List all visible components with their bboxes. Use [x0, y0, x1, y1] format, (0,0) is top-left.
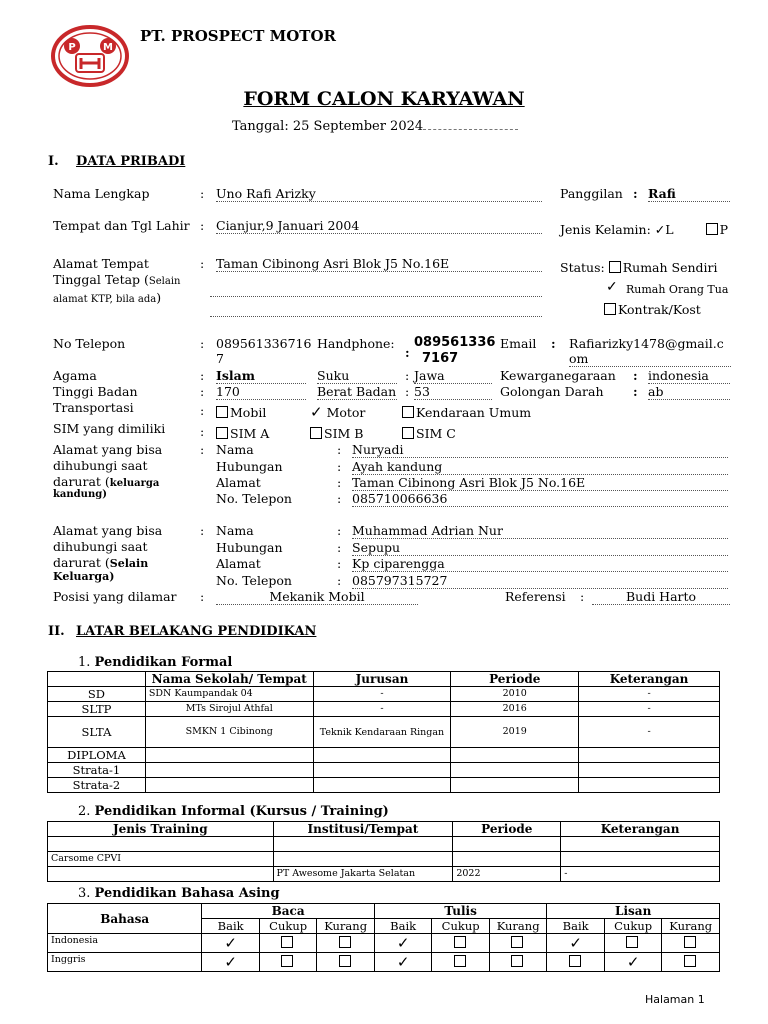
date-label: Tanggal: [232, 119, 289, 134]
institution-cell [273, 852, 453, 867]
jk-l: L [665, 222, 674, 237]
jk-label: Jenis Kelamin: [560, 222, 651, 237]
informal-header: Jenis Training [48, 822, 274, 837]
posisi-value: Mekanik Mobil [216, 589, 418, 605]
proficiency-cell[interactable] [317, 953, 375, 972]
sub-nama: Nama [216, 523, 254, 538]
major-cell: - [313, 702, 451, 717]
alamat-label-2 [53, 272, 180, 287]
note-cell: - [561, 867, 720, 882]
bahasa-subheader: Kurang [489, 919, 547, 934]
darurat1-hubungan: Ayah kandung [352, 459, 728, 475]
colon: : [337, 459, 342, 474]
check-icon: ✓ [654, 222, 666, 237]
proficiency-cell[interactable] [374, 953, 432, 972]
ttl-label: Tempat dan Tgl Lahir [53, 218, 190, 233]
transport-motor: Motor [326, 405, 366, 420]
tinggi-label: Tinggi Badan [53, 384, 138, 399]
logo-letter-p: P [68, 42, 76, 53]
table-row [48, 837, 720, 852]
section2-number: II. [48, 624, 65, 639]
school-cell: SMKN 1 Cibinong [145, 717, 313, 748]
sub-alamat: Alamat [216, 475, 261, 490]
referensi-value: Budi Harto [592, 589, 730, 605]
level-cell: DIPLOMA [48, 748, 146, 763]
alamat-line-2 [210, 280, 542, 297]
proficiency-cell[interactable] [374, 934, 432, 953]
form-title: FORM CALON KARYAWAN [243, 88, 525, 110]
bahasa-subheader: Kurang [317, 919, 375, 934]
tinggi-value: 170 [216, 384, 306, 400]
period-cell [453, 852, 561, 867]
table-row [48, 953, 720, 972]
colon: : [337, 475, 342, 490]
table-row [48, 934, 720, 953]
checkbox-icon[interactable] [609, 261, 621, 273]
note-cell: - [579, 717, 720, 748]
school-cell: MTs Sirojul Athfal [145, 702, 313, 717]
company-name: PT. PROSPECT MOTOR [140, 27, 336, 45]
alamat-label-3 [53, 290, 161, 305]
checkbox-icon[interactable] [604, 303, 616, 315]
check-icon: ✓ [310, 403, 323, 421]
telp-value-1: 089561336716 [216, 336, 312, 351]
bahasa-header-row [48, 904, 720, 919]
colon: : [200, 186, 205, 201]
darurat1-nama: Nuryadi [352, 442, 728, 458]
formal-header-row [48, 672, 720, 687]
darurat1-label-3a: darurat ( [53, 474, 110, 489]
checkbox-icon[interactable] [216, 427, 228, 439]
proficiency-cell[interactable] [547, 934, 605, 953]
level-cell: SLTP [48, 702, 146, 717]
level-cell: Strata-1 [48, 763, 146, 778]
colon: : [580, 589, 585, 604]
panggilan-value: Rafi [648, 186, 730, 202]
darurat1-label-2: dihubungi saat [53, 458, 148, 473]
informal-number: 2. [78, 804, 91, 819]
darurat1-label-3b: keluarga [109, 478, 160, 489]
checkbox-icon[interactable] [454, 936, 466, 948]
check-icon[interactable]: ✓ [626, 952, 640, 971]
level-cell: SLTA [48, 717, 146, 748]
company-logo [50, 24, 130, 88]
agama-label: Agama [53, 368, 97, 383]
proficiency-cell[interactable] [259, 934, 317, 953]
period-cell: 2010 [451, 687, 579, 702]
proficiency-cell[interactable] [432, 953, 490, 972]
referensi-label: Referensi [505, 589, 566, 604]
table-row [48, 763, 720, 778]
alamat-line-3 [210, 300, 542, 317]
bahasa-subheader: Cukup [259, 919, 317, 934]
colon: : [633, 186, 638, 201]
darurat2-label-4: Keluarga) [53, 570, 115, 583]
colon: : [337, 540, 342, 555]
bahasa-subheader: Baik [547, 919, 605, 934]
checkbox-icon[interactable] [511, 936, 523, 948]
formal-header: Periode [451, 672, 579, 687]
proficiency-cell[interactable] [432, 934, 490, 953]
bahasa-title: Pendidikan Bahasa Asing [94, 886, 280, 901]
darurat2-label-2: dihubungi saat [53, 539, 148, 554]
colon: : [633, 384, 638, 399]
formal-header: Keterangan [579, 672, 720, 687]
table-row [48, 687, 720, 702]
goldar-label: Golongan Darah [500, 384, 604, 399]
checkbox-icon[interactable] [569, 955, 581, 967]
status-rumah-sendiri: Rumah Sendiri [622, 260, 718, 275]
section2-title: LATAR BELAKANG PENDIDIKAN [76, 624, 317, 639]
bahasa-header: Baca [202, 904, 375, 919]
informal-header: Institusi/Tempat [273, 822, 453, 837]
period-cell: 2019 [451, 717, 579, 748]
checkbox-icon[interactable] [402, 406, 414, 418]
major-cell [313, 748, 451, 763]
formal-table [47, 671, 720, 793]
checkbox-icon[interactable] [626, 936, 638, 948]
suku-label: Suku [317, 368, 397, 384]
status-rumah-orang-tua: Rumah Orang Tua [626, 283, 729, 296]
table-row [48, 717, 720, 748]
colon: : [405, 345, 410, 360]
bahasa-subheader: Cukup [604, 919, 662, 934]
formal-header: Nama Sekolah/ Tempat [145, 672, 313, 687]
kw-label: Kewarganegaraan [500, 368, 616, 383]
language-cell: Indonesia [48, 934, 202, 953]
note-cell [561, 852, 720, 867]
sub-hubungan: Hubungan [216, 459, 283, 474]
informal-header: Keterangan [561, 822, 720, 837]
major-cell [313, 778, 451, 793]
colon: : [200, 403, 205, 418]
checkbox-icon[interactable] [281, 936, 293, 948]
colon: : [551, 336, 556, 351]
bahasa-subheader: Cukup [432, 919, 490, 934]
page-number: Halaman 1 [645, 993, 705, 1006]
transport-label: Transportasi [53, 400, 134, 415]
email-value-1: Rafiarizky1478@gmail.c [569, 336, 724, 351]
kw-value: indonesia [648, 368, 730, 384]
panggilan-label: Panggilan [560, 186, 623, 201]
institution-cell: PT Awesome Jakarta Selatan [273, 867, 453, 882]
bahasa-header: Tulis [374, 904, 547, 919]
formal-header-blank [48, 672, 146, 687]
logo-letter-m: M [103, 42, 113, 53]
school-cell [145, 778, 313, 793]
ttl-value: Cianjur,9 Januari 2004 [216, 218, 542, 234]
proficiency-cell[interactable] [489, 953, 547, 972]
colon: : [200, 368, 205, 383]
bahasa-header: Lisan [547, 904, 720, 919]
colon: : [200, 523, 205, 538]
proficiency-cell[interactable] [489, 934, 547, 953]
email-value-2: om [569, 351, 731, 367]
alamat-label-2b: Selain [148, 276, 181, 287]
darurat2-alamat: Kp ciparengga [352, 556, 728, 572]
check-icon[interactable]: ✓ [396, 933, 410, 952]
check-icon[interactable]: ✓ [569, 933, 582, 952]
nama-value: Uno Rafi Arizky [216, 186, 542, 202]
alamat-label-3b: ) [156, 290, 162, 305]
colon: : [200, 336, 205, 351]
jk-p: P [719, 222, 728, 237]
agama-value: Islam [216, 368, 306, 384]
note-cell [579, 763, 720, 778]
colon: : [200, 442, 205, 457]
colon: : [337, 573, 342, 588]
proficiency-cell[interactable] [547, 953, 605, 972]
status-row-3 [604, 302, 701, 317]
period-cell: 2022 [453, 867, 561, 882]
alamat-label-2a: Tinggal Tetap ( [53, 272, 149, 287]
major-cell: - [313, 687, 451, 702]
checkbox-icon[interactable] [402, 427, 414, 439]
proficiency-cell[interactable] [604, 953, 662, 972]
checkbox-icon[interactable] [684, 955, 696, 967]
colon: : [405, 384, 410, 399]
table-row [48, 702, 720, 717]
darurat1-label-1: Alamat yang bisa [53, 442, 163, 457]
alamat-label-1: Alamat Tempat [53, 256, 149, 271]
date-value: 25 September 2024 [292, 119, 424, 134]
checkbox-icon[interactable] [511, 955, 523, 967]
note-cell: - [579, 702, 720, 717]
checkbox-icon[interactable] [216, 406, 228, 418]
email-label: Email [500, 336, 537, 351]
checkbox-icon[interactable] [310, 427, 322, 439]
proficiency-cell[interactable] [202, 934, 260, 953]
hp-label: Handphone: [317, 336, 395, 351]
posisi-label: Posisi yang dilamar [53, 589, 177, 604]
checkbox-icon[interactable] [281, 955, 293, 967]
darurat2-label-3a: darurat ( [53, 555, 110, 570]
colon: : [337, 523, 342, 538]
period-cell [453, 837, 561, 852]
berat-value: 53 [414, 384, 492, 400]
note-cell [579, 778, 720, 793]
table-row [48, 748, 720, 763]
darurat1-label-4: kandung) [53, 489, 107, 500]
colon: : [200, 218, 205, 233]
school-cell: SDN Kaumpandak 04 [145, 687, 313, 702]
colon: : [200, 424, 205, 439]
level-cell: SD [48, 687, 146, 702]
note-cell: - [579, 687, 720, 702]
training-cell [48, 867, 274, 882]
sim-a: SIM A [230, 426, 270, 441]
transport-mobil: Mobil [230, 405, 267, 420]
alamat-label-3a: alamat KTP, bila ada [53, 294, 157, 305]
informal-title: Pendidikan Informal (Kursus / Training) [94, 804, 389, 819]
colon: : [337, 491, 342, 506]
darurat2-label-1: Alamat yang bisa [53, 523, 163, 538]
formal-number: 1. [78, 655, 91, 670]
berat-label: Berat Badan [317, 384, 397, 399]
sub-telepon: No. Telepon [216, 491, 292, 506]
table-row [48, 867, 720, 882]
section1-number: I. [48, 154, 59, 169]
darurat2-label-3b: Selain [109, 557, 149, 570]
school-cell [145, 763, 313, 778]
period-cell [451, 778, 579, 793]
checkbox-icon[interactable] [684, 936, 696, 948]
colon: : [200, 256, 205, 271]
period-cell: 2016 [451, 702, 579, 717]
period-cell [451, 763, 579, 778]
status-kontrak: Kontrak/Kost [618, 302, 701, 317]
note-cell [579, 748, 720, 763]
informal-table [47, 821, 720, 882]
formal-title: Pendidikan Formal [94, 655, 233, 670]
proficiency-cell[interactable] [259, 953, 317, 972]
transport-umum: Kendaraan Umum [416, 405, 532, 420]
jenis-kelamin [560, 222, 728, 237]
training-cell [48, 837, 274, 852]
checkbox-icon[interactable] [339, 955, 351, 967]
sub-alamat: Alamat [216, 556, 261, 571]
informal-header: Periode [453, 822, 561, 837]
telp-label: No Telepon [53, 336, 126, 351]
darurat1-alamat: Taman Cibinong Asri Blok J5 No.16E [352, 475, 728, 491]
check-icon[interactable]: ✓ [224, 933, 237, 952]
goldar-value: ab [648, 384, 730, 400]
bahasa-subheader: Baik [202, 919, 260, 934]
language-cell: Inggris [48, 953, 202, 972]
colon: : [200, 384, 205, 399]
colon: : [337, 442, 342, 457]
proficiency-cell[interactable] [202, 953, 260, 972]
telp-value-2: 7 [216, 351, 224, 366]
proficiency-cell[interactable] [317, 934, 375, 953]
note-cell [561, 837, 720, 852]
checkbox-icon[interactable] [706, 223, 718, 235]
darurat2-nama: Muhammad Adrian Nur [352, 523, 728, 539]
bahasa-header: Bahasa [48, 904, 202, 934]
check-icon[interactable]: ✓ [396, 952, 410, 971]
school-cell [145, 748, 313, 763]
period-cell [451, 748, 579, 763]
bahasa-table [47, 903, 720, 972]
colon: : [200, 589, 205, 604]
sub-hubungan: Hubungan [216, 540, 283, 555]
sub-telepon: No. Telepon [216, 573, 292, 588]
check-icon: ✓ [606, 279, 618, 295]
major-cell: Teknik Kendaraan Ringan [313, 717, 451, 748]
darurat1-telepon: 085710066636 [352, 491, 728, 507]
training-cell: Carsome CPVI [48, 852, 274, 867]
institution-cell [273, 837, 453, 852]
proficiency-cell[interactable] [662, 953, 720, 972]
formal-header: Jurusan [313, 672, 451, 687]
bahasa-subheader: Baik [374, 919, 432, 934]
status-row-1 [560, 260, 718, 275]
sim-b: SIM B [324, 426, 364, 441]
bahasa-subheader: Kurang [662, 919, 720, 934]
major-cell [313, 763, 451, 778]
section1-title: DATA PRIBADI [76, 154, 186, 169]
informal-header-row [48, 822, 720, 837]
darurat2-telepon: 085797315727 [352, 573, 728, 589]
table-row [48, 852, 720, 867]
sim-c: SIM C [416, 426, 456, 441]
check-icon[interactable]: ✓ [224, 952, 237, 971]
level-cell: Strata-2 [48, 778, 146, 793]
proficiency-cell[interactable] [604, 934, 662, 953]
darurat2-hubungan: Sepupu [352, 540, 728, 556]
alamat-value: Taman Cibinong Asri Blok J5 No.16E [216, 256, 542, 272]
bahasa-number: 3. [78, 886, 91, 901]
date-line [232, 119, 518, 134]
checkbox-icon[interactable] [339, 936, 351, 948]
colon: : [405, 368, 410, 383]
hp-value-1: 089561336 [414, 335, 496, 350]
proficiency-cell[interactable] [662, 934, 720, 953]
colon: : [633, 368, 638, 383]
hp-value-2: 7167 [422, 351, 459, 366]
suku-value: Jawa [414, 368, 492, 384]
status-label: Status: [560, 260, 605, 275]
sim-label: SIM yang dimiliki [53, 421, 166, 436]
nama-label: Nama Lengkap [53, 186, 150, 201]
sub-nama: Nama [216, 442, 254, 457]
table-row [48, 778, 720, 793]
colon: : [337, 556, 342, 571]
checkbox-icon[interactable] [454, 955, 466, 967]
